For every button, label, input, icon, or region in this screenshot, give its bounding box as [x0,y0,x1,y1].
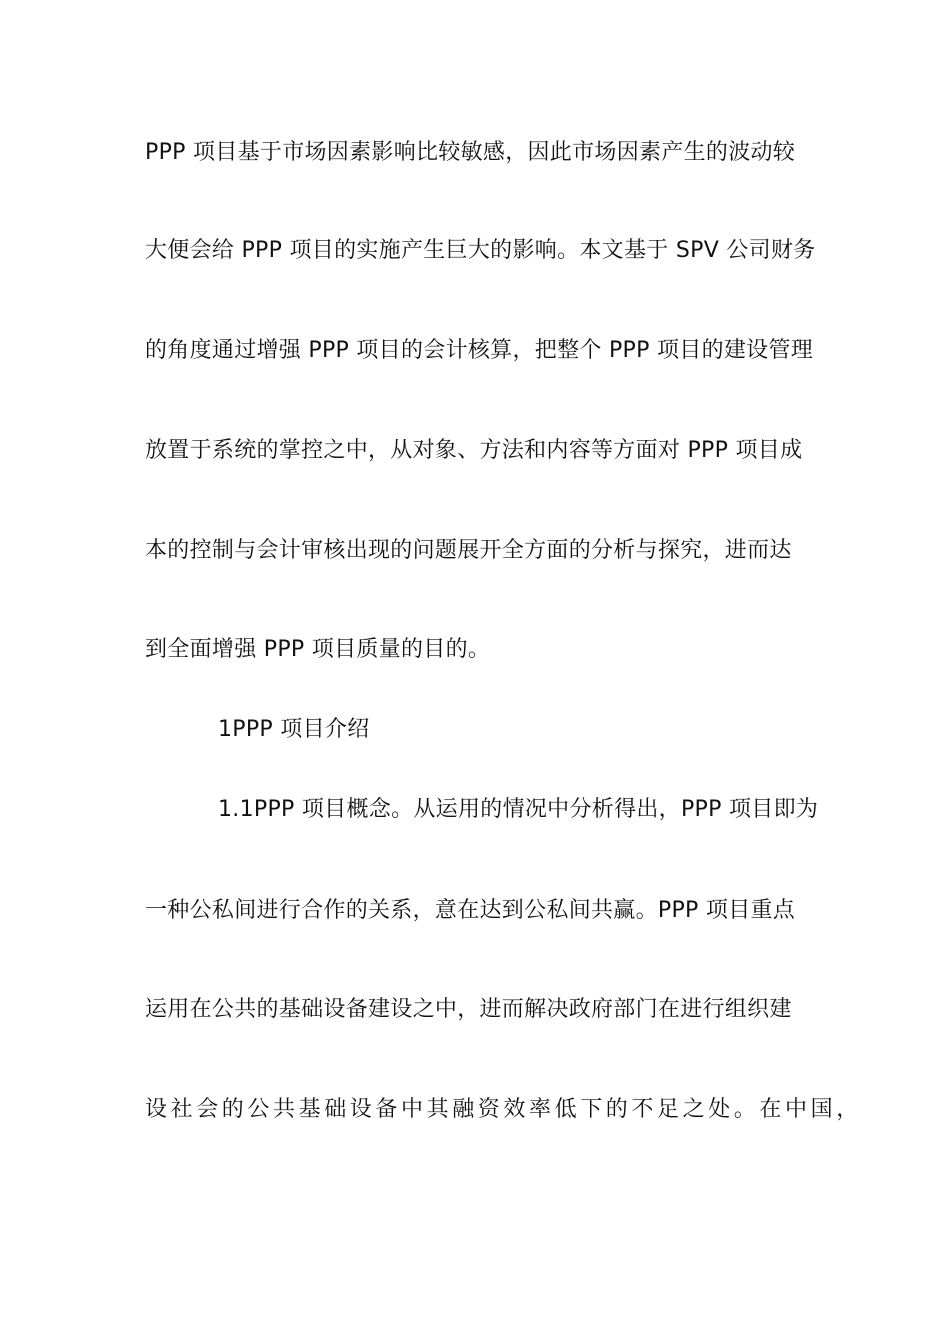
paragraph-line: PPP 项目基于市场因素影响比较敏感，因此市场因素产生的波动较 [145,140,796,165]
paragraph-line: 大便会给 PPP 项目的实施产生巨大的影响。本文基于 SPV 公司财务 [145,238,816,263]
paragraph-line: 的角度通过增强 PPP 项目的会计核算，把整个 PPP 项目的建设管理 [145,338,814,363]
paragraph-line: 运用在公共的基础设备建设之中，进而解决政府部门在进行组织建 [145,997,792,1022]
paragraph-line: 本的控制与会计审核出现的问题展开全方面的分析与探究，进而达 [145,538,792,563]
paragraph-line: 一种公私间进行合作的关系，意在达到公私间共赢。PPP 项目重点 [145,898,796,923]
section-heading: 1PPP 项目介绍 [218,717,370,742]
paragraph-line: 设社会的公共基础设备中其融资效率低下的不足之处。在中国， [145,1097,862,1122]
paragraph-line: 1.1PPP 项目概念。从运用的情况中分析得出，PPP 项目即为 [218,797,819,822]
paragraph-line: 到全面增强 PPP 项目质量的目的。 [145,637,491,662]
paragraph-line: 放置于系统的掌控之中，从对象、方法和内容等方面对 PPP 项目成 [145,438,803,463]
